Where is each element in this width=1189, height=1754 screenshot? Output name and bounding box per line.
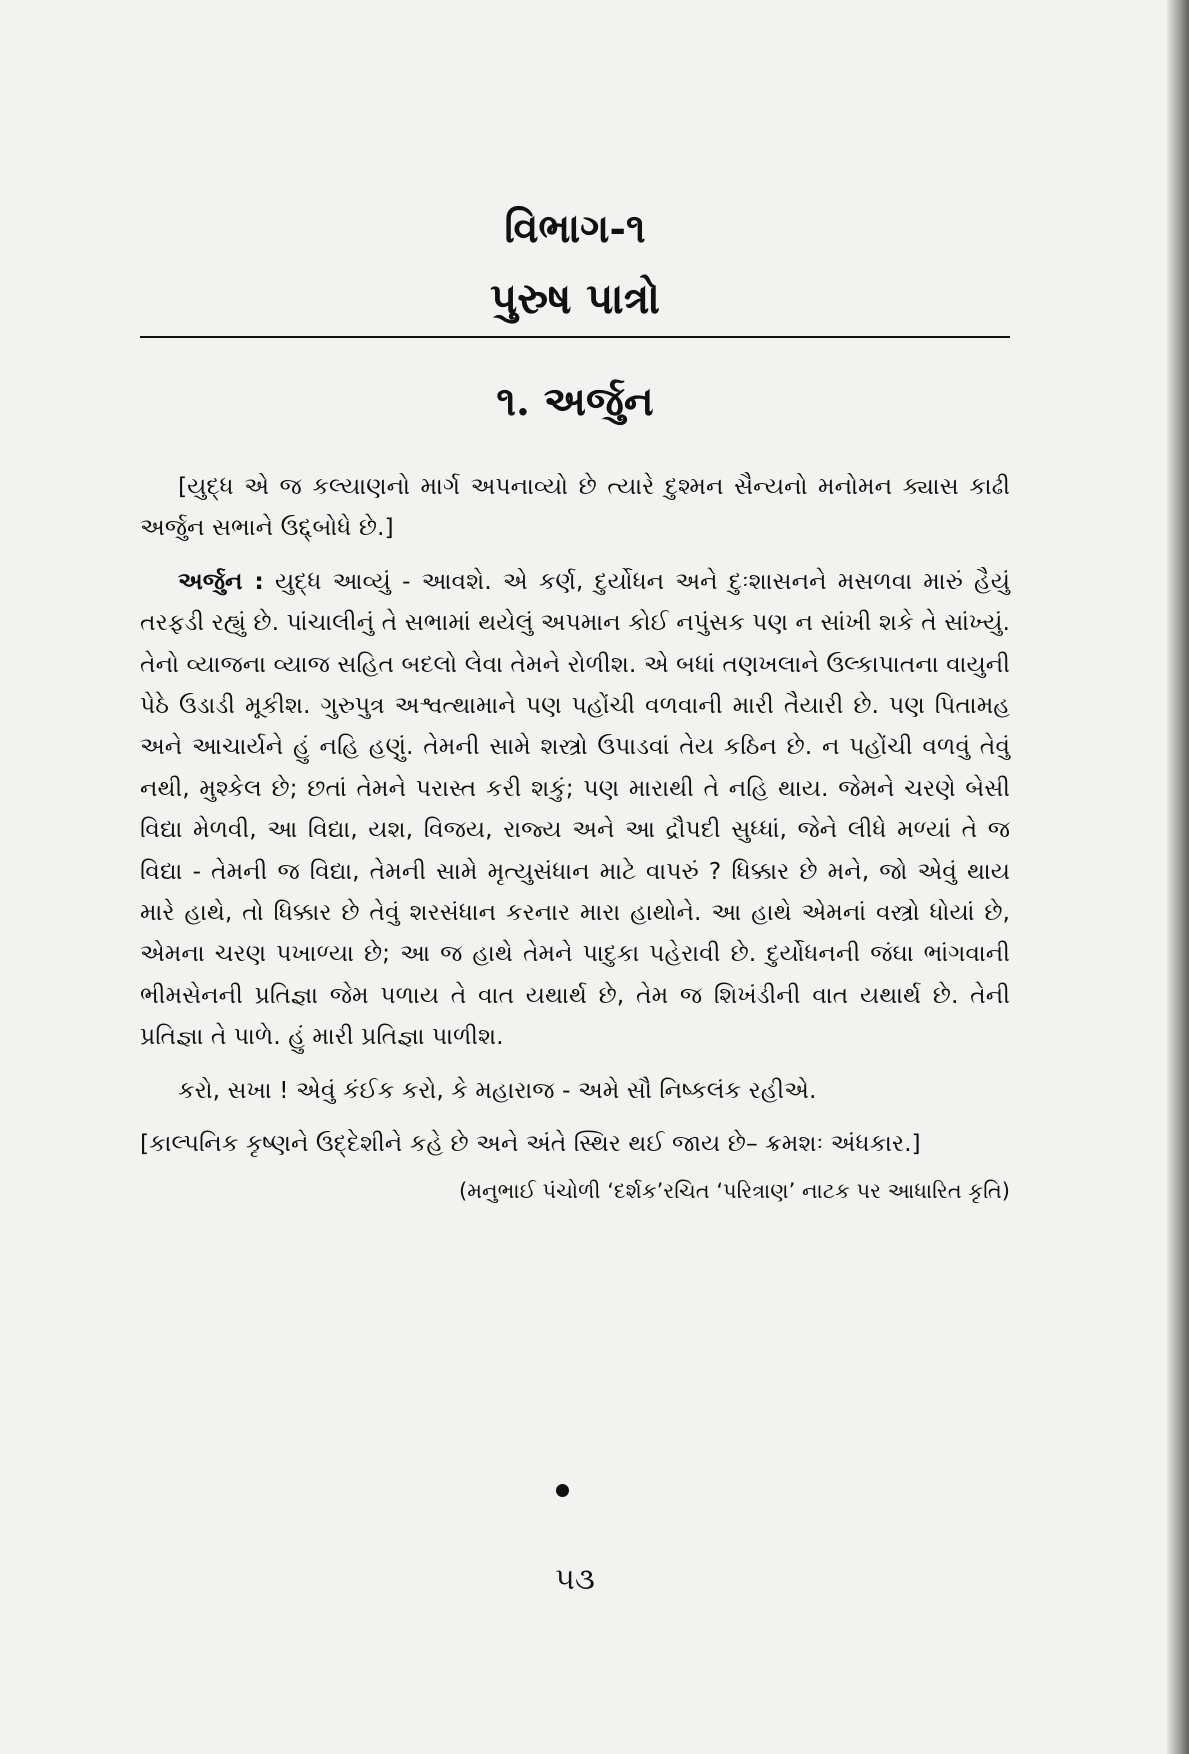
- page-number: ૫૩: [555, 1562, 595, 1597]
- chapter-body: [140, 466, 1010, 1212]
- heading-divider: [140, 336, 1010, 338]
- closing-line: કરો, સખા ! એવું કંઈક કરો, કે મહારાજ - અમે સૌ નિષ્કલંક રહીએ.: [178, 1075, 817, 1104]
- monologue: [140, 561, 1010, 1058]
- stage-direction-intro: [યુદ્ધ એ જ કલ્યાણનો માર્ગ અપનાવ્યો છે ત્યારે દુશ્મન સૈન્યનો મનોમન ક્યાસ કાઢી અર્જુન સભાને ઉદ્દ્બોધે છે.]: [140, 472, 1010, 542]
- section-end-bullet: [556, 1484, 569, 1497]
- part-title: પુરુષ પાત્રો: [489, 274, 661, 323]
- source-credit: (મનુભાઈ પંચોળી ‘દર્શક’રચિત ‘પરિત્રાણ’ નાટક પર આધારિત કૃતિ): [459, 1178, 1010, 1203]
- monologue-paragraph: યુદ્ધ આવ્યું - આવશે. એ કર્ણ, દુર્યોધન અને દુઃશાસનને મસળવા મારું હૈયું તરફડી રહ્યું છે. પાંચાલીનું તે સભામાં થયેલું અપમાન કોઈ નપુંસક પણ ન સાંખી શકે તે સાંખ્યું. તેનો વ્યાજના વ્યાજ સહિત બદલો લેવા તેમને રોળીશ. એ બધાં તણખલાને ઉલ્કાપાતના વાયુની પેઠે ઉડાડી મૂકીશ. ગુરુપુત્ર અશ્વત્થામાને પણ પહોંચી વળવાની મારી તૈયારી છે. પણ પિતામહ અને આચાર્યને હું નહિ હણું. તેમની સામે શસ્ત્રો ઉપાડવાં તેય કઠિન છે. ન પહોંચી વળવું તેવું નથી, મુશ્કેલ છે; છતાં તેમને પરાસ્ત કરી શકું; પણ મારાથી તે નહિ થાય. જેમને ચરણે બેસી વિદ્યા મેળવી, આ વિદ્યા, યશ, વિજય, રાજ્ય અને આ દ્રૌપદી સુધ્ધાં, જેને લીધે મળ્યાં તે જ વિદ્યા - તેમની જ વિદ્યા, તેમની સામે મૃત્યુસંધાન માટે વાપરું ? ધિક્કાર છે મને, જો એવું થાય મારે હાથે, તો ધિક્કાર છે તેવું શરસંધાન કરનાર મારા હાથોને. આ હાથે એમનાં વસ્ત્રો ધોયાં છે, એમના ચરણ પખાળ્યા છે; આ જ હાથે તેમને પાદુકા પહેરાવી છે. દુર્યોધનની જંઘા ભાંગવાની ભીમસેનની પ્રતિજ્ઞા જેમ પળાય તે વાત યથાર્થ છે, તેમ જ શિખંડીની વાત યથાર્થ છે. તેની પ્રતિજ્ઞા તે પાળે. હું મારી પ્રતિજ્ઞા પાળીશ.: [140, 566, 1010, 1051]
- page-edge-shadow: [1167, 0, 1189, 1754]
- stage-direction-closing: [કાલ્પનિક કૃષ્ણને ઉદ્દેશીને કહે છે અને અંતે સ્થિર થઈ જાય છે– ક્રમશઃ અંધકાર.]: [140, 1129, 921, 1158]
- chapter-title: ૧. અર્જુન: [496, 378, 654, 425]
- speaker-label: અર્જુન :: [178, 566, 264, 595]
- division-title: વિભાગ-૧: [504, 205, 646, 252]
